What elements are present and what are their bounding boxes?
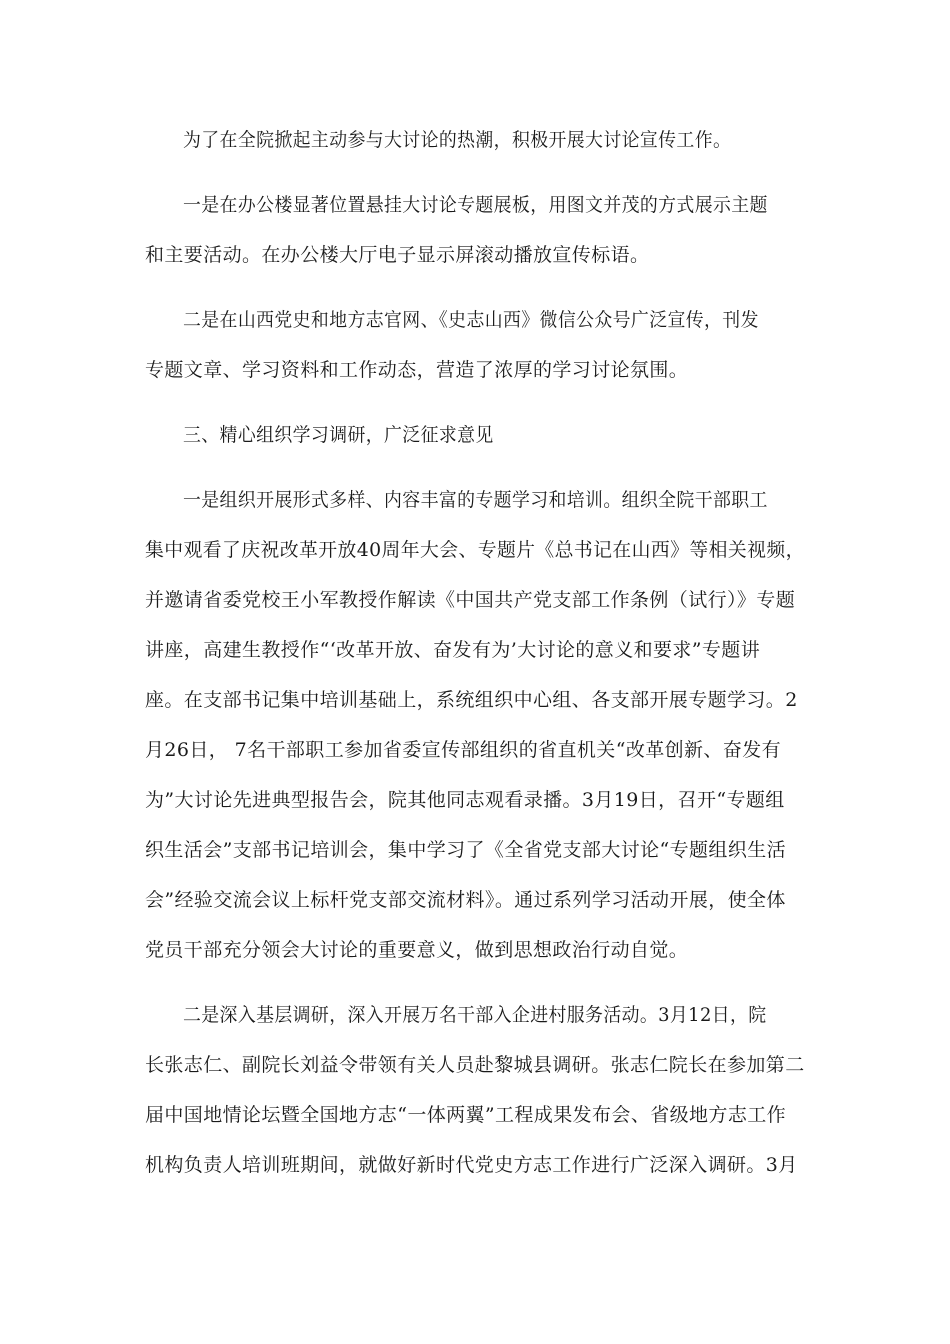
paragraph-3-line-2: 专题文章、学习资料和工作动态，营造了浓厚的学习讨论氛围。 <box>145 359 689 381</box>
paragraph-2-line-1: 一是在办公楼显著位置悬挂大讨论专题展板，用图文并茂的方式展示主题 <box>183 194 768 216</box>
paragraph-4-line-8: 织生活会”支部书记培训会，集中学习了《全省党支部大讨论“专题组织生活 <box>145 839 787 861</box>
paragraph-4-line-10: 党员干部充分领会大讨论的重要意义，做到思想政治行动自觉。 <box>145 939 689 961</box>
paragraph-5-line-4: 机构负责人培训班期间，就做好新时代党史方志工作进行广泛深入调研。3月 <box>145 1154 798 1176</box>
paragraph-3-line-1: 二是在山西党史和地方志官网、《史志山西》微信公众号广泛宣传，刊发 <box>183 309 759 331</box>
paragraph-4-line-9: 会”经验交流会议上标杆党支部交流材料》。通过系列学习活动开展，使全体 <box>145 889 786 911</box>
paragraph-4-line-3: 并邀请省委党校王小军教授作解读《中国共产党支部工作条例（试行）》专题 <box>145 589 796 611</box>
paragraph-1-line-1: 为了在全院掀起主动参与大讨论的热潮，积极开展大讨论宣传工作。 <box>183 129 732 151</box>
paragraph-4-line-7: 为”大讨论先进典型报告会，院其他同志观看录播。3月19日，召开“专题组 <box>145 789 785 811</box>
paragraph-2-line-2: 和主要活动。在办公楼大厅电子显示屏滚动播放宣传标语。 <box>145 244 650 266</box>
paragraph-5-line-3: 届中国地情论坛暨全国地方志“一体两翼”工程成果发布会、省级地方志工作 <box>145 1104 787 1126</box>
paragraph-4-line-4: 讲座，高建生教授作“‘改革开放、奋发有为’大讨论的意义和要求”专题讲 <box>145 639 761 661</box>
paragraph-5-line-2: 长张志仁、副院长刘益令带领有关人员赴黎城县调研。张志仁院长在参加第二 <box>145 1054 805 1076</box>
paragraph-4-line-5: 座。在支部书记集中培训基础上，系统组织中心组、各支部开展专题学习。2 <box>145 689 798 711</box>
paragraph-5-line-1: 二是深入基层调研，深入开展万名干部入企进村服务活动。3月12日，院 <box>183 1004 767 1026</box>
paragraph-4-line-1: 一是组织开展形式多样、内容丰富的专题学习和培训。组织全院干部职工 <box>183 489 768 511</box>
paragraph-4-line-2: 集中观看了庆祝改革开放40周年大会、专题片《总书记在山西》等相关视频， <box>145 539 805 561</box>
paragraph-4-line-6: 月26日， 7名干部职工参加省委宣传部组织的省直机关“改革创新、奋发有 <box>145 739 782 761</box>
section-heading: 三、精心组织学习调研，广泛征求意见 <box>183 424 494 446</box>
